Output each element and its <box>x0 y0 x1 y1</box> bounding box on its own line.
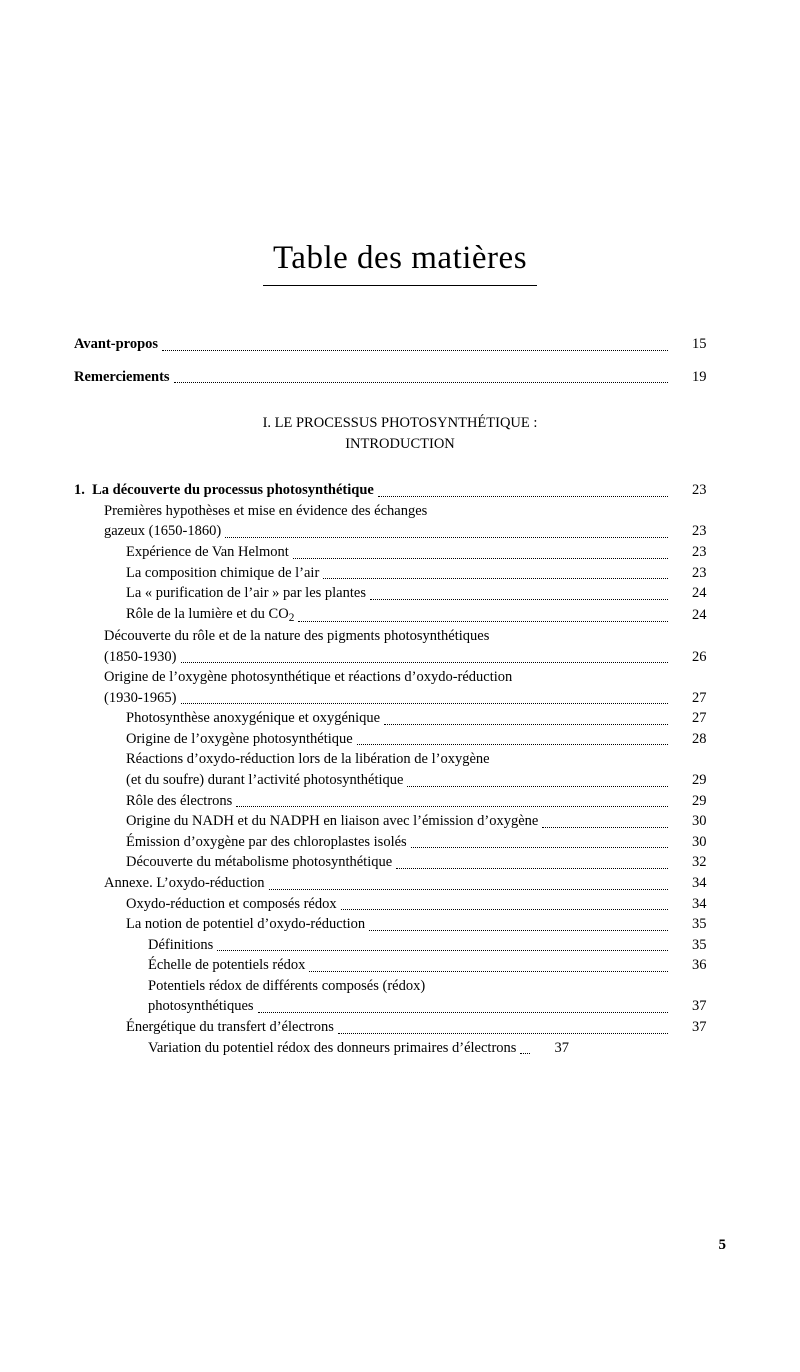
leader-dots <box>429 982 668 992</box>
toc-entry-remerciements[interactable] <box>74 367 726 388</box>
toc-entry[interactable] <box>74 832 726 853</box>
toc-entry-page: 29 <box>692 772 707 789</box>
toc-entry[interactable] <box>74 1017 726 1038</box>
leader-dots <box>269 878 668 889</box>
leader-dots <box>225 527 668 538</box>
leader-dots <box>516 673 668 683</box>
leader-dots <box>258 1002 668 1013</box>
toc-entry-label: Émission d’oxygène par des chloroplastes isolés <box>126 833 407 850</box>
toc-entry-label: La « purification de l’air » par les plantes <box>126 585 366 602</box>
leader-dots <box>174 372 668 383</box>
toc-entry[interactable] <box>74 626 726 647</box>
toc-entry[interactable] <box>74 604 726 626</box>
leader-dots <box>520 1043 530 1054</box>
leader-dots <box>236 796 668 807</box>
leader-dots <box>378 485 668 496</box>
toc-entry-label: Découverte du métabolisme photosynthétique <box>126 854 393 871</box>
leader-dots <box>407 775 668 786</box>
toc-entry-page: 27 <box>692 689 707 706</box>
toc-entry[interactable] <box>74 894 726 915</box>
leader-dots <box>181 693 669 704</box>
toc-entry-page: 34 <box>692 874 707 891</box>
toc-entry[interactable] <box>74 667 726 688</box>
toc-entry-page: 28 <box>692 730 707 747</box>
toc-entry[interactable] <box>74 647 726 668</box>
toc-entry-page: 30 <box>692 813 707 830</box>
toc-entry-label: photosynthétiques <box>148 998 254 1015</box>
toc-entry-list <box>74 480 726 1058</box>
toc-entry[interactable] <box>74 935 726 956</box>
title-block <box>0 240 800 286</box>
toc-entry[interactable] <box>74 480 726 501</box>
toc-entry-label: Définitions <box>148 936 214 953</box>
leader-dots <box>181 652 669 663</box>
toc-entry-label: La notion de potentiel d’oxydo-réduction <box>126 916 366 933</box>
part-heading-line-2: INTRODUCTION <box>345 435 455 452</box>
toc-entry-label: Énergétique du transfert d’électrons <box>126 1018 334 1035</box>
toc-entry-page: 32 <box>692 854 707 871</box>
toc-entry[interactable] <box>74 976 726 997</box>
toc-entry[interactable] <box>74 563 726 584</box>
leader-dots <box>298 611 668 622</box>
toc-entry-label: Expérience de Van Helmont <box>126 544 289 561</box>
page-number: 5 <box>718 1237 726 1253</box>
leader-dots <box>384 713 668 724</box>
subscript: 2 <box>288 611 295 624</box>
toc-entry[interactable] <box>74 583 726 604</box>
spacer <box>74 454 726 480</box>
toc-entry-label: Avant-propos <box>74 336 159 352</box>
leader-dots <box>341 899 668 910</box>
toc-entry[interactable] <box>74 955 726 976</box>
leader-dots <box>494 756 668 766</box>
toc-entry-label: gazeux (1650-1860) <box>104 523 222 540</box>
toc-entry-page: 19 <box>692 368 707 385</box>
toc-entry[interactable] <box>74 791 726 812</box>
spacer <box>74 355 726 367</box>
leader-dots <box>369 919 668 930</box>
toc-entry-label: La composition chimique de l’air <box>126 564 320 581</box>
toc-entry-page: 37 <box>692 1018 707 1035</box>
toc-entry[interactable] <box>74 542 726 563</box>
toc-entry-page: 27 <box>692 710 707 727</box>
toc-entry-label: Annexe. L’oxydo-réduction <box>104 874 265 891</box>
toc-entry-label: Origine de l’oxygène photosynthétique et réactions d’oxydo-réduction <box>104 669 513 686</box>
leader-dots <box>493 632 668 642</box>
toc-entry-page: 37 <box>554 1039 569 1056</box>
toc-entry[interactable] <box>74 873 726 894</box>
toc-entry-label: Origine de l’oxygène photosynthétique <box>126 730 353 747</box>
toc-entry-page: 36 <box>692 957 707 974</box>
toc-entry-page: 23 <box>692 544 707 561</box>
toc-entry-label: Réactions d’oxydo-réduction lors de la libération de l’oxygène <box>126 751 490 768</box>
toc-entry-label: Remerciements <box>74 368 170 385</box>
toc-entry[interactable] <box>74 914 726 935</box>
toc-entry-label: Oxydo-réduction et composés rédox <box>126 895 337 912</box>
leader-dots <box>323 568 668 579</box>
toc-entry-label: Échelle de potentiels rédox <box>148 957 306 974</box>
leader-dots <box>411 837 668 848</box>
toc-entry[interactable] <box>74 770 726 791</box>
toc-entry-label: Potentiels rédox de différents composés (rédox) <box>148 977 426 994</box>
leader-dots <box>293 547 668 558</box>
leader-dots <box>431 507 668 517</box>
leader-dots <box>396 858 668 869</box>
toc-entry[interactable] <box>74 1038 726 1059</box>
leader-dots <box>309 960 668 971</box>
toc-entry-page: 24 <box>692 607 707 624</box>
toc-entry-label: Photosynthèse anoxygénique et oxygénique <box>126 710 381 727</box>
leader-dots <box>357 734 668 745</box>
document-page <box>0 240 800 1372</box>
toc-entry-label: Rôle des électrons <box>126 792 233 809</box>
toc-entry-page: 23 <box>692 523 707 540</box>
toc-entry-page: 23 <box>692 564 707 581</box>
toc-entry[interactable] <box>74 811 726 832</box>
toc-entry[interactable] <box>74 708 726 729</box>
spacer <box>74 387 726 413</box>
toc-entry[interactable] <box>74 729 726 750</box>
toc-entry[interactable] <box>74 688 726 709</box>
leader-dots <box>217 940 668 951</box>
toc-entry-page: 24 <box>692 585 707 602</box>
toc-entry-label: Variation du potentiel rédox des donneurs primaires d’électrons <box>148 1039 517 1056</box>
toc-entry-label: (et du soufre) durant l’activité photosynthétique <box>126 772 404 789</box>
leader-dots <box>542 816 668 827</box>
toc-entry-label: (1850-1930) <box>104 648 177 665</box>
part-heading-line-1: I. LE PROCESSUS PHOTOSYNTHÉTIQUE : <box>262 415 538 432</box>
toc-entry-page: 35 <box>692 916 707 933</box>
toc-entry-label: 1. La découverte du processus photosynthétique <box>74 482 374 499</box>
toc-entry-label: (1930-1965) <box>104 689 177 706</box>
toc-entry[interactable] <box>74 521 726 542</box>
toc-entry[interactable] <box>74 852 726 873</box>
toc-entry[interactable] <box>74 749 726 770</box>
toc-entry[interactable] <box>74 501 726 522</box>
toc-entry-avant-propos[interactable] <box>74 334 726 355</box>
toc-entry-label: Origine du NADH et du NADPH en liaison avec l’émission d’oxygène <box>126 813 539 830</box>
toc-entry-page: 23 <box>692 482 707 499</box>
toc-entry-label: Rôle de la lumière et du $CO_2$ <box>126 605 295 624</box>
toc-entry-page: 15 <box>692 336 707 352</box>
toc-entry-page: 37 <box>692 998 707 1015</box>
toc-entry-page: 34 <box>692 895 707 912</box>
page-title: Table des matières <box>272 240 528 276</box>
toc-entry[interactable] <box>74 996 726 1017</box>
leader-dots <box>338 1022 668 1033</box>
leader-dots <box>162 339 668 350</box>
leader-dots <box>370 588 668 599</box>
toc-entry-page: 29 <box>692 792 707 809</box>
table-of-contents <box>74 286 726 1058</box>
toc-entry-page: 35 <box>692 936 707 953</box>
toc-entry-label: Découverte du rôle et de la nature des pigments photosynthétiques <box>104 628 490 644</box>
toc-entry-page: 26 <box>692 648 707 665</box>
toc-entry-label: Premières hypothèses et mise en évidence des échanges <box>104 502 428 519</box>
toc-entry-page: 30 <box>692 833 707 850</box>
